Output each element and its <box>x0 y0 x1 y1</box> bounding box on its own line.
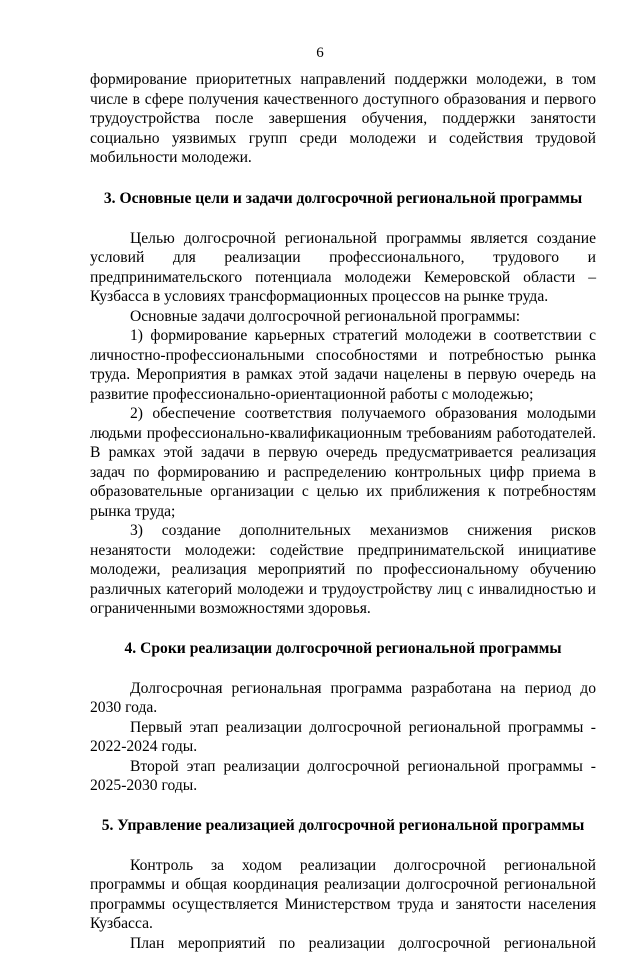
intro-paragraph: формирование приоритетных направлений поддержки молодежи, в том числе в сфере получения качественного доступного образования и первого трудоустройства после завершения обучения, поддержки занятости социально уязвимых групп среди молодежи и содействия трудовой мобильности молодежи. <box>90 70 596 168</box>
section-5-heading: 5. Управление реализацией долгосрочной региональной программы <box>90 816 596 836</box>
section-3-paragraph: Целью долгосрочной региональной программы является создание условий для реализации профессионального, трудового и предпринимательского потенциала молодежи Кемеровской области – Кузбасса в условиях трансформационных процессов на рынке труда. <box>90 229 596 307</box>
section-5-paragraph: Контроль за ходом реализации долгосрочной региональной программы и общая координация реализации долгосрочной региональной программы осуществляется Министерством труда и занятости населения Кузбасса. <box>90 856 596 934</box>
section-4-paragraph: Второй этап реализации долгосрочной региональной программы - 2025-2030 годы. <box>90 757 596 796</box>
section-3-task-3: 3) создание дополнительных механизмов снижения рисков незанятости молодежи: содействие предпринимательской инициативе молодежи, реализация мероприятий по профессиональному обучению различных категорий молодежи и трудоустройству лиц с инвалидностью и ограниченными возможностями здоровья. <box>90 521 596 619</box>
section-4-paragraph: Первый этап реализации долгосрочной региональной программы - 2022-2024 годы. <box>90 718 596 757</box>
section-3-task-1: 1) формирование карьерных стратегий молодежи в соответствии с личностно-профессиональными способностями и потребностью рынка труда. Мероприятия в рамках этой задачи нацелены в первую очередь на развитие профессионально-ориентационной работы с молодежью; <box>90 326 596 404</box>
page-content <box>90 70 596 953</box>
section-4-paragraph: Долгосрочная региональная программа разработана на период до 2030 года. <box>90 679 596 718</box>
section-3-task-2: 2) обеспечение соответствия получаемого образования молодыми людьми профессионально-квалификационным требованиям работодателей. В рамках этой задачи в первую очередь предусматривается реализация задач по формированию и распределению контрольных цифр приема в образовательные организации с целью их приближения к потребностям рынка труда; <box>90 404 596 521</box>
section-4-heading: 4. Сроки реализации долгосрочной региональной программы <box>90 639 596 659</box>
section-3-heading: 3. Основные цели и задачи долгосрочной региональной программы <box>90 189 596 209</box>
page-number: 6 <box>0 44 640 62</box>
section-5-paragraph: План мероприятий по реализации долгосрочной региональной <box>90 934 596 953</box>
section-3-paragraph: Основные задачи долгосрочной региональной программы: <box>90 307 596 327</box>
